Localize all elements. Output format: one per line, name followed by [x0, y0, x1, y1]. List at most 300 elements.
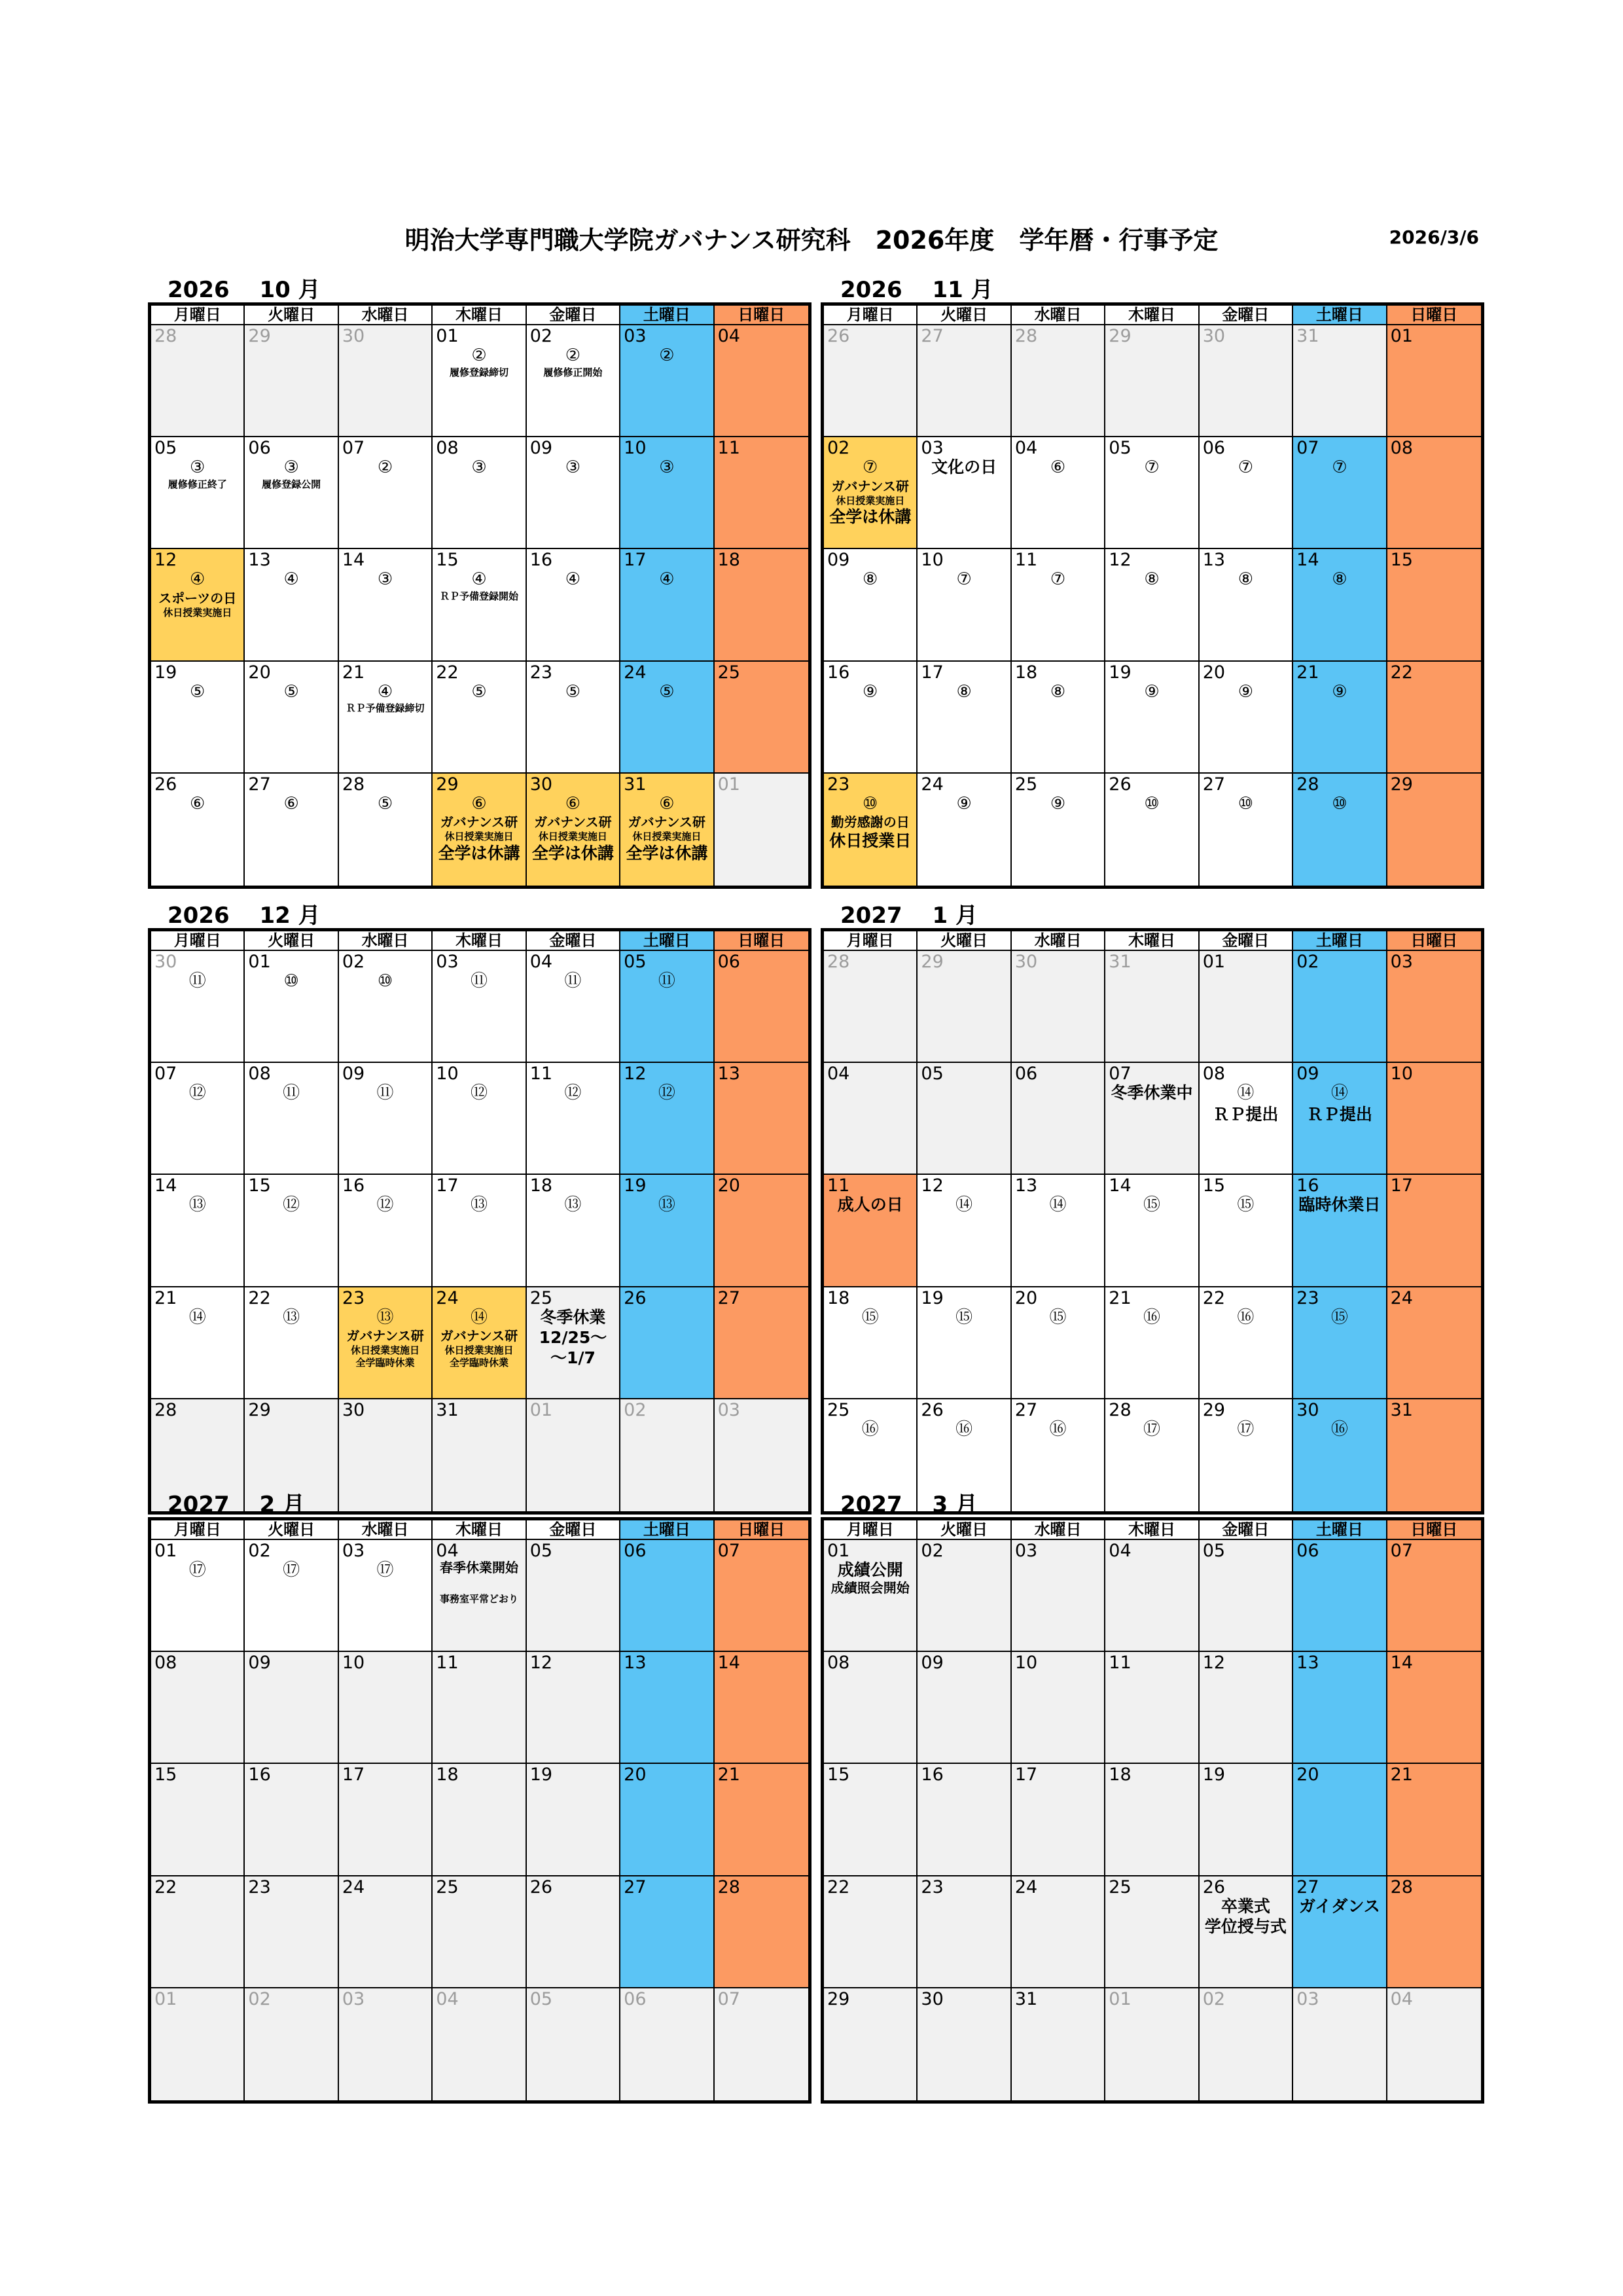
day-cell	[1105, 1988, 1199, 2100]
class-session-number: ⑦	[1238, 457, 1254, 478]
class-session-number: ⑮	[1330, 1307, 1348, 1327]
class-session-number: ⑧	[863, 569, 878, 590]
day-number: 20	[1296, 1765, 1319, 1785]
day-cell	[245, 1876, 338, 1988]
day-cell	[1387, 549, 1481, 661]
day-cell	[1200, 437, 1293, 549]
day-notes	[433, 681, 525, 703]
day-notes	[824, 793, 916, 852]
day-number: 02	[921, 1541, 944, 1561]
day-notes	[1200, 457, 1292, 478]
day-notes	[620, 681, 713, 703]
day-number: 02	[1296, 952, 1319, 972]
month-title: 2026 11 月	[840, 277, 993, 303]
weekday-header: 月曜日	[151, 931, 245, 951]
day-cell	[527, 1652, 620, 1764]
class-session-number: ②	[377, 457, 393, 478]
day-number: 05	[1202, 1541, 1226, 1561]
day-number: 12	[154, 550, 177, 571]
day-number: 08	[1202, 1064, 1226, 1085]
day-cell	[339, 1652, 433, 1764]
day-notes	[151, 971, 243, 992]
day-cell	[1012, 1988, 1105, 2100]
day-number: 19	[921, 1287, 944, 1308]
day-cell	[151, 662, 245, 774]
day-notes	[151, 1083, 243, 1104]
day-cell	[151, 1540, 245, 1652]
day-cell	[918, 662, 1011, 774]
class-session-number: ⑭	[1049, 1195, 1067, 1215]
day-cell	[1105, 1764, 1199, 1876]
day-cell	[1293, 1540, 1387, 1652]
day-notes	[151, 793, 243, 815]
day-cell	[245, 1063, 338, 1175]
day-number: 10	[1390, 1064, 1413, 1085]
day-cell	[824, 1876, 918, 1988]
day-number: 16	[529, 550, 553, 571]
day-notes	[245, 1307, 337, 1329]
day-notes	[824, 569, 916, 590]
day-number: 21	[154, 1287, 177, 1308]
day-notes	[1293, 1194, 1385, 1215]
day-notes	[824, 1560, 916, 1596]
day-cell	[1200, 1287, 1293, 1399]
weekday-header: 金曜日	[1200, 1520, 1293, 1540]
day-number: 30	[342, 326, 365, 346]
class-session-number: ⑨	[1050, 793, 1066, 814]
weekday-header: 日曜日	[715, 1520, 808, 1540]
day-note: ガバナンス研	[346, 1328, 424, 1344]
day-number: 02	[827, 438, 850, 459]
day-cell	[151, 1175, 245, 1287]
class-session-number: ⑤	[377, 793, 393, 814]
day-cell	[527, 1175, 620, 1287]
day-cell	[527, 1287, 620, 1399]
day-number: 18	[717, 550, 740, 571]
day-number: 03	[921, 438, 944, 459]
weekday-header: 土曜日	[1293, 306, 1387, 325]
day-cell	[1200, 951, 1293, 1063]
day-number: 27	[717, 1287, 740, 1308]
day-cell	[1105, 1540, 1199, 1652]
day-cell	[245, 1764, 338, 1876]
day-notes	[824, 681, 916, 703]
day-number: 21	[1296, 662, 1319, 683]
day-cell	[527, 1764, 620, 1876]
class-session-number: ⑦	[1144, 457, 1160, 478]
day-cell	[1387, 437, 1481, 549]
day-number: 01	[248, 952, 271, 972]
class-session-number: ⑫	[283, 1195, 300, 1215]
class-session-number: ⑬	[658, 1195, 675, 1215]
day-number: 06	[248, 438, 271, 459]
day-notes	[1293, 1307, 1385, 1329]
day-notes	[1200, 681, 1292, 703]
day-number: 17	[1390, 1175, 1413, 1196]
class-session-number: ⑫	[470, 1083, 488, 1103]
day-number: 09	[342, 1064, 365, 1085]
day-number: 30	[1296, 1399, 1319, 1420]
day-notes	[433, 1194, 525, 1216]
day-note: 春季休業開始	[439, 1560, 518, 1575]
day-number: 28	[717, 1876, 740, 1897]
day-cell	[1200, 549, 1293, 661]
day-number: 13	[248, 550, 271, 571]
day-number: 28	[827, 952, 850, 972]
weekday-header: 火曜日	[918, 306, 1011, 325]
day-cell	[620, 325, 714, 437]
day-number: 07	[342, 438, 365, 459]
class-session-number: ⑪	[283, 1083, 300, 1103]
day-number: 12	[1202, 1653, 1226, 1674]
day-cell	[1387, 1652, 1481, 1764]
class-session-number: ⑰	[376, 1560, 394, 1580]
day-cell	[1200, 662, 1293, 774]
day-number: 13	[624, 1653, 647, 1674]
weekday-header: 月曜日	[151, 1520, 245, 1540]
weekday-header: 水曜日	[339, 1520, 433, 1540]
day-number: 10	[342, 1653, 365, 1674]
day-cell	[151, 1764, 245, 1876]
class-session-number: ⑦	[1050, 569, 1066, 590]
day-number: 15	[436, 550, 459, 571]
day-cell	[1200, 1988, 1293, 2100]
day-number: 02	[342, 952, 365, 972]
day-notes	[620, 345, 713, 367]
day-notes	[527, 457, 619, 478]
day-note: ガバナンス研	[440, 1328, 518, 1344]
day-note: 休日授業実施日	[163, 606, 232, 619]
weekday-header: 火曜日	[245, 306, 338, 325]
month-calendar	[821, 903, 1484, 1518]
day-cell	[824, 774, 918, 886]
day-cell	[918, 1287, 1011, 1399]
weekday-header: 月曜日	[824, 306, 918, 325]
day-cell	[151, 1652, 245, 1764]
day-cell	[1200, 774, 1293, 886]
day-number: 09	[827, 550, 850, 571]
day-cell	[433, 325, 526, 437]
day-number: 20	[1202, 662, 1226, 683]
day-number: 06	[624, 1988, 647, 2009]
day-cell	[824, 1652, 918, 1764]
day-note: 全学は休講	[829, 507, 912, 527]
day-cell	[527, 1988, 620, 2100]
day-notes	[433, 569, 525, 602]
class-session-number: ⑥	[1050, 457, 1066, 478]
day-notes	[824, 1307, 916, 1329]
weekday-header: 木曜日	[1105, 931, 1199, 951]
day-cell	[824, 549, 918, 661]
day-number: 09	[1296, 1064, 1319, 1085]
day-cell	[1387, 951, 1481, 1063]
day-cell	[824, 437, 918, 549]
weekday-header: 火曜日	[245, 1520, 338, 1540]
day-number: 31	[1014, 1988, 1038, 2009]
class-session-number: ⑥	[471, 793, 487, 814]
day-number: 04	[1109, 1541, 1132, 1561]
day-number: 14	[1109, 1175, 1132, 1196]
day-cell	[1105, 437, 1199, 549]
day-cell	[918, 1175, 1011, 1287]
day-number: 07	[717, 1541, 740, 1561]
day-cell	[245, 1540, 338, 1652]
day-cell	[1293, 1063, 1387, 1175]
class-session-number: ⑫	[188, 1083, 206, 1103]
day-number: 11	[827, 1175, 850, 1196]
month-grid	[821, 302, 1484, 889]
day-cell	[1387, 325, 1481, 437]
day-cell	[1293, 1287, 1387, 1399]
day-number: 06	[1202, 438, 1226, 459]
weekday-header: 月曜日	[151, 306, 245, 325]
day-number: 22	[154, 1876, 177, 1897]
day-notes	[151, 1560, 243, 1581]
day-number: 11	[717, 438, 740, 459]
day-cell	[245, 325, 338, 437]
day-note: 全学は休講	[438, 844, 520, 863]
day-number: 21	[1390, 1765, 1413, 1785]
day-note: 臨時休業日	[1298, 1195, 1381, 1215]
day-number: 07	[1109, 1064, 1132, 1085]
day-notes	[245, 1194, 337, 1216]
class-session-number: ⑥	[283, 793, 299, 814]
day-number: 18	[827, 1287, 850, 1308]
weekday-header: 月曜日	[824, 1520, 918, 1540]
day-notes	[620, 1083, 713, 1104]
day-cell	[151, 1063, 245, 1175]
day-number: 12	[1109, 550, 1132, 571]
day-number: 04	[529, 952, 553, 972]
day-notes	[1105, 681, 1198, 703]
day-number: 31	[1390, 1399, 1413, 1420]
day-number: 07	[717, 1988, 740, 2009]
day-cell	[1105, 1287, 1199, 1399]
day-number: 24	[624, 662, 647, 683]
day-number: 28	[154, 1399, 177, 1420]
day-cell	[1105, 549, 1199, 661]
day-cell	[339, 1175, 433, 1287]
class-session-number: ⑮	[1049, 1307, 1067, 1327]
day-cell	[1387, 1063, 1481, 1175]
class-session-number: ⑧	[956, 681, 972, 702]
day-number: 15	[154, 1765, 177, 1785]
day-number: 30	[342, 1399, 365, 1420]
day-number: 06	[717, 952, 740, 972]
day-cell	[1200, 1652, 1293, 1764]
day-number: 27	[248, 774, 271, 795]
day-cell	[1012, 549, 1105, 661]
day-cell	[620, 1876, 714, 1988]
class-session-number: ③	[377, 569, 393, 590]
month-grid	[821, 928, 1484, 1518]
class-session-number: ④	[377, 681, 393, 702]
class-session-number: ②	[471, 346, 487, 365]
class-session-number: ⑧	[1332, 569, 1347, 590]
class-session-number: ⑰	[283, 1560, 300, 1580]
day-cell	[245, 549, 338, 661]
day-cell	[1293, 662, 1387, 774]
day-notes	[1200, 793, 1292, 815]
day-note: 12/25～	[539, 1327, 607, 1347]
day-notes	[1012, 457, 1104, 478]
day-number: 10	[624, 438, 647, 459]
day-cell	[918, 1652, 1011, 1764]
day-number: 18	[436, 1765, 459, 1785]
weekday-header: 金曜日	[527, 1520, 620, 1540]
day-cell	[715, 1175, 808, 1287]
day-notes	[1012, 793, 1104, 815]
day-cell	[620, 1063, 714, 1175]
day-cell	[339, 1287, 433, 1399]
day-notes	[433, 1307, 525, 1369]
day-number: 23	[1296, 1287, 1319, 1308]
day-notes	[1200, 1194, 1292, 1216]
day-notes	[245, 681, 337, 703]
day-notes	[1293, 1083, 1385, 1124]
day-number: 18	[1014, 662, 1038, 683]
day-number: 14	[154, 1175, 177, 1196]
weekday-header: 日曜日	[715, 306, 808, 325]
day-number: 22	[248, 1287, 271, 1308]
day-note: ＲＰ提出	[1213, 1104, 1279, 1124]
day-notes	[1012, 569, 1104, 590]
day-cell	[1293, 437, 1387, 549]
day-number: 01	[827, 1541, 850, 1561]
day-number: 02	[248, 1988, 271, 2009]
day-cell	[1387, 1287, 1481, 1399]
day-number: 04	[827, 1064, 850, 1085]
day-notes	[918, 793, 1010, 815]
day-cell	[715, 1063, 808, 1175]
day-cell	[1105, 1063, 1199, 1175]
day-cell	[918, 1764, 1011, 1876]
day-cell	[1293, 325, 1387, 437]
weekday-header: 金曜日	[1200, 931, 1293, 951]
day-cell	[339, 1988, 433, 2100]
day-cell	[1105, 662, 1199, 774]
day-cell	[433, 1988, 526, 2100]
day-cell	[715, 662, 808, 774]
day-number: 30	[154, 952, 177, 972]
day-notes	[1200, 1307, 1292, 1329]
weekday-header: 土曜日	[620, 306, 714, 325]
day-cell	[527, 662, 620, 774]
day-note: 勤労感謝の日	[830, 814, 910, 831]
day-cell	[1012, 1063, 1105, 1175]
day-notes	[1200, 1083, 1292, 1124]
day-note: スポーツの日	[158, 590, 237, 606]
day-notes	[1200, 1896, 1292, 1937]
day-number: 16	[1296, 1175, 1319, 1196]
day-number: 06	[624, 1541, 647, 1561]
day-number: 29	[1390, 774, 1413, 795]
day-notes	[1293, 457, 1385, 478]
day-number: 26	[154, 774, 177, 795]
class-session-number: ⑫	[564, 1083, 582, 1103]
day-number: 28	[1014, 326, 1038, 346]
day-number: 10	[436, 1064, 459, 1085]
day-number: 13	[717, 1064, 740, 1085]
day-notes	[527, 569, 619, 590]
class-session-number: ⑬	[283, 1307, 300, 1327]
day-notes	[151, 569, 243, 619]
day-note: ガバナンス研	[440, 814, 518, 831]
day-number: 09	[921, 1653, 944, 1674]
day-cell	[620, 1988, 714, 2100]
weekday-header: 土曜日	[620, 1520, 714, 1540]
day-note: 成績照会開始	[830, 1580, 910, 1596]
day-number: 21	[342, 662, 365, 683]
day-cell	[433, 437, 526, 549]
class-session-number: ⑪	[376, 1083, 394, 1103]
class-session-number: ⑭	[1330, 1083, 1348, 1103]
weekday-header: 日曜日	[1387, 1520, 1481, 1540]
day-notes	[1105, 1194, 1198, 1216]
day-cell	[433, 1540, 526, 1652]
day-cell	[1200, 325, 1293, 437]
day-cell	[151, 1876, 245, 1988]
day-note: ガバナンス研	[534, 814, 612, 831]
day-cell	[1105, 325, 1199, 437]
day-cell	[527, 549, 620, 661]
day-number: 27	[1202, 774, 1226, 795]
day-cell	[1387, 1988, 1481, 2100]
day-number: 25	[1014, 774, 1038, 795]
class-session-number: ⑤	[190, 681, 205, 702]
month-grid	[148, 302, 812, 889]
day-cell	[918, 549, 1011, 661]
day-cell	[918, 1540, 1011, 1652]
class-session-number: ⑪	[470, 971, 488, 991]
day-cell	[433, 1652, 526, 1764]
day-note: 休日授業実施日	[538, 831, 607, 843]
class-session-number: ⑤	[659, 681, 675, 702]
day-notes	[1105, 1307, 1198, 1329]
day-number: 24	[342, 1876, 365, 1897]
day-number: 10	[921, 550, 944, 571]
day-number: 19	[529, 1765, 553, 1785]
day-note: 事務室平常どおり	[439, 1593, 518, 1605]
day-notes	[433, 1083, 525, 1104]
day-cell	[339, 774, 433, 886]
weekday-header: 水曜日	[1012, 306, 1105, 325]
class-session-number: ⑩	[283, 971, 299, 991]
day-number: 19	[1109, 662, 1132, 683]
day-number: 04	[436, 1988, 459, 2009]
day-notes	[339, 1194, 431, 1216]
class-session-number: ⑨	[1332, 681, 1347, 702]
day-notes	[918, 1419, 1010, 1441]
day-number: 23	[342, 1287, 365, 1308]
day-cell	[1387, 1175, 1481, 1287]
day-number: 09	[529, 438, 553, 459]
day-number: 07	[1390, 1541, 1413, 1561]
class-session-number: ⑰	[1143, 1419, 1160, 1439]
class-session-number: ⑦	[956, 569, 972, 590]
weekday-header: 木曜日	[433, 1520, 526, 1540]
class-session-number: ③	[659, 457, 675, 478]
day-number: 26	[921, 1399, 944, 1420]
day-number: 05	[529, 1988, 553, 2009]
day-number: 24	[1014, 1876, 1038, 1897]
day-number: 04	[1390, 1988, 1413, 2009]
day-notes	[339, 457, 431, 478]
day-cell	[527, 951, 620, 1063]
day-number: 19	[154, 662, 177, 683]
day-note: 履修修正開始	[543, 366, 603, 378]
day-number: 14	[342, 550, 365, 571]
